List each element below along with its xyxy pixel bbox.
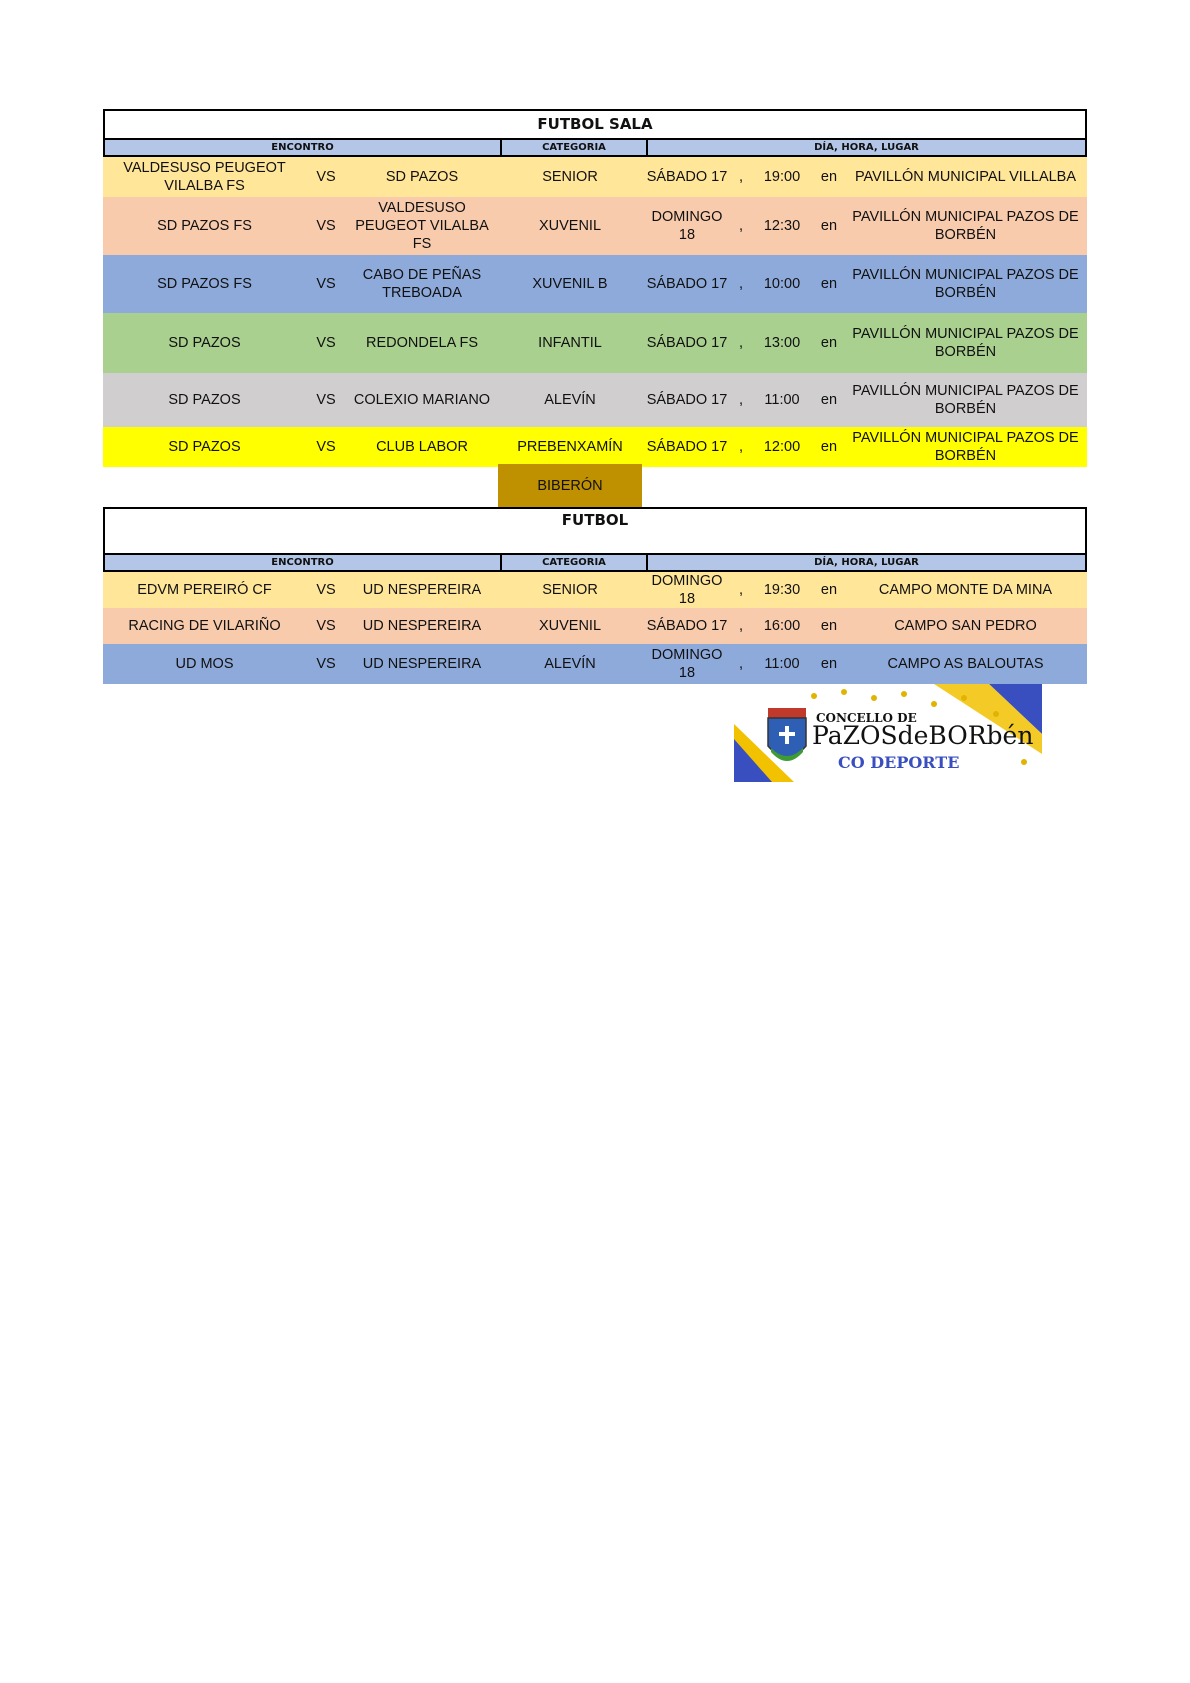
futbol-table — [103, 507, 1087, 684]
table-row — [103, 197, 1087, 255]
comma-cell: , — [738, 169, 744, 185]
vs-label-cell: VS — [316, 618, 336, 634]
table-row — [103, 373, 1087, 427]
logo-line1: CONCELLO DE — [816, 711, 917, 725]
time-cell: 12:30 — [763, 218, 801, 234]
category-cell: ALEVÍN — [544, 392, 596, 408]
futbol-title: FUTBOL — [103, 507, 1087, 555]
away-team-cell: CLUB LABOR — [376, 439, 468, 455]
time-cell: 10:00 — [763, 276, 801, 292]
day-cell: SÁBADO 17 — [646, 392, 728, 408]
day-cell: SÁBADO 17 — [646, 618, 728, 634]
en-label-cell: en — [820, 276, 838, 292]
comma-cell: , — [738, 276, 744, 292]
comma-cell: , — [738, 582, 744, 598]
header-encontro: ENCONTRO — [105, 140, 502, 155]
table-row — [103, 313, 1087, 373]
vs-label-cell: VS — [316, 656, 336, 672]
time-cell: 11:00 — [764, 656, 800, 672]
table-row — [103, 644, 1087, 684]
futbol-sala-rows — [103, 157, 1087, 467]
time-cell: 19:00 — [763, 169, 801, 185]
day-cell: DOMINGO 18 — [651, 209, 723, 243]
day-cell: SÁBADO 17 — [646, 439, 728, 455]
comma-cell: , — [738, 439, 744, 455]
venue-cell: PAVILLÓN MUNICIPAL PAZOS DE BORBÉN — [852, 326, 1079, 360]
en-label-cell: en — [820, 439, 838, 455]
venue-cell: PAVILLÓN MUNICIPAL PAZOS DE BORBÉN — [852, 209, 1079, 243]
venue-cell: PAVILLÓN MUNICIPAL PAZOS DE BORBÉN — [852, 267, 1079, 301]
venue-cell: CAMPO AS BALOUTAS — [887, 656, 1044, 672]
en-label-cell: en — [820, 656, 838, 672]
category-cell: ALEVÍN — [544, 656, 596, 672]
away-team-cell: UD NESPEREIRA — [362, 582, 482, 598]
venue-cell: CAMPO SAN PEDRO — [894, 618, 1037, 634]
vs-label-cell: VS — [316, 582, 336, 598]
away-team-cell: VALDESUSO PEUGEOT VILALBA FS — [355, 200, 489, 252]
en-label-cell: en — [820, 218, 838, 234]
vs-label-cell: VS — [316, 276, 336, 292]
comma-cell: , — [738, 656, 744, 672]
vs-label-cell: VS — [316, 335, 336, 351]
table-row — [103, 572, 1087, 608]
comma-cell: , — [738, 392, 744, 408]
away-team-cell: CABO DE PEÑAS TREBOADA — [362, 267, 482, 301]
table-row — [103, 608, 1087, 644]
header-encontro: ENCONTRO — [105, 555, 502, 570]
biberon-category-cell: BIBERÓN — [498, 464, 642, 507]
futbol-sala-title: FUTBOL SALA — [103, 109, 1087, 140]
category-cell: XUVENIL — [538, 618, 602, 634]
en-label-cell: en — [820, 169, 838, 185]
venue-cell: PAVILLÓN MUNICIPAL PAZOS DE BORBÉN — [852, 430, 1079, 464]
header-dia-hora-lugar: DÍA, HORA, LUGAR — [814, 142, 919, 153]
futbol-sala-table — [103, 109, 1087, 467]
logo-line2: PaZOSdeBORbén — [812, 721, 1034, 750]
comma-cell: , — [738, 335, 744, 351]
day-cell: SÁBADO 17 — [646, 276, 728, 292]
futbol-sala-header — [103, 140, 1087, 157]
category-cell: INFANTIL — [538, 335, 602, 351]
en-label-cell: en — [820, 618, 838, 634]
en-label-cell: en — [820, 582, 838, 598]
home-team-cell: SD PAZOS FS — [157, 218, 252, 234]
category-cell: SENIOR — [542, 169, 598, 185]
vs-label-cell: VS — [316, 439, 336, 455]
home-team-cell: RACING DE VILARIÑO — [128, 618, 281, 634]
day-cell: SÁBADO 17 — [646, 169, 728, 185]
comma-cell: , — [738, 218, 744, 234]
away-team-cell: REDONDELA FS — [366, 335, 478, 351]
vs-label-cell: VS — [316, 169, 336, 185]
table-row — [103, 157, 1087, 197]
away-team-cell: UD NESPEREIRA — [362, 618, 482, 634]
away-team-cell: COLEXIO MARIANO — [353, 392, 491, 408]
table-row — [103, 427, 1087, 467]
venue-cell: PAVILLÓN MUNICIPAL PAZOS DE BORBÉN — [852, 383, 1079, 417]
away-team-cell: SD PAZOS — [385, 169, 459, 185]
concello-pazos-de-borben-logo — [734, 684, 1042, 782]
home-team-cell: EDVM PEREIRÓ CF — [137, 582, 272, 598]
day-cell: DOMINGO 18 — [651, 573, 723, 607]
time-cell: 12:00 — [763, 439, 801, 455]
header-categoria: CATEGORIA — [502, 555, 648, 570]
header-categoria: CATEGORIA — [502, 140, 648, 155]
vs-label-cell: VS — [316, 392, 336, 408]
home-team-cell: SD PAZOS — [168, 335, 241, 351]
time-cell: 19:30 — [763, 582, 801, 598]
day-cell: DOMINGO 18 — [651, 647, 723, 681]
en-label-cell: en — [820, 392, 838, 408]
vs-label-cell: VS — [316, 218, 336, 234]
header-dia-hora-lugar: DÍA, HORA, LUGAR — [814, 557, 919, 568]
home-team-cell: SD PAZOS FS — [157, 276, 252, 292]
time-cell: 16:00 — [763, 618, 801, 634]
time-cell: 11:00 — [764, 392, 800, 408]
home-team-cell: UD MOS — [175, 656, 234, 672]
category-cell: XUVENIL — [538, 218, 602, 234]
table-row — [103, 255, 1087, 313]
category-cell: SENIOR — [542, 582, 598, 598]
home-team-cell: SD PAZOS — [168, 439, 241, 455]
category-cell: PREBENXAMÍN — [517, 439, 623, 455]
venue-cell: PAVILLÓN MUNICIPAL VILLALBA — [854, 169, 1077, 185]
time-cell: 13:00 — [763, 335, 801, 351]
home-team-cell: VALDESUSO PEUGEOT VILALBA FS — [123, 160, 286, 194]
home-team-cell: SD PAZOS — [168, 392, 241, 408]
futbol-rows — [103, 572, 1087, 684]
en-label-cell: en — [820, 335, 838, 351]
comma-cell: , — [738, 618, 744, 634]
venue-cell: CAMPO MONTE DA MINA — [878, 582, 1053, 598]
logo-line3: CO DEPORTE — [838, 753, 960, 772]
away-team-cell: UD NESPEREIRA — [362, 656, 482, 672]
coat-of-arms-icon — [768, 708, 806, 761]
futbol-header — [103, 555, 1087, 572]
day-cell: SÁBADO 17 — [646, 335, 728, 351]
category-cell: XUVENIL B — [532, 276, 608, 292]
